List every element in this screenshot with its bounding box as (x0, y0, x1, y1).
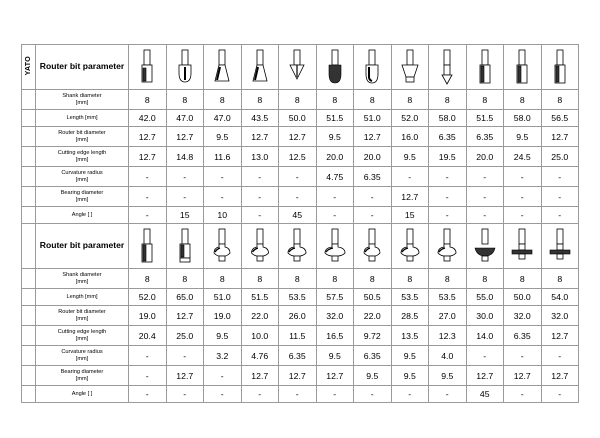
value-cell: 43.5 (241, 110, 279, 127)
flush-trim-bit-icon (174, 227, 196, 265)
round-nose-bit-icon (324, 48, 346, 86)
table-row (22, 187, 579, 207)
value-cell: 12.7 (129, 147, 167, 167)
value-cell: - (466, 346, 504, 366)
ogee-bearing-bit-icon (211, 227, 233, 265)
value-cell: 53.5 (391, 289, 429, 306)
value-cell: - (166, 167, 204, 187)
bit-icon-cell (241, 224, 279, 269)
value-cell: - (166, 346, 204, 366)
bit-icon-cell (429, 45, 467, 90)
value-cell: 26.0 (279, 306, 317, 326)
value-cell: - (129, 386, 167, 403)
value-cell: 19.5 (429, 147, 467, 167)
value-cell: - (129, 366, 167, 386)
value-cell: 14.0 (466, 326, 504, 346)
bit-icon-cell (166, 224, 204, 269)
value-cell: - (429, 167, 467, 187)
value-cell: 12.7 (541, 366, 579, 386)
straight-bit-icon (549, 48, 571, 86)
table-row (22, 289, 579, 306)
brand-cell (22, 45, 36, 90)
brand-cell-empty (22, 346, 36, 366)
bit-icon-cell (354, 224, 392, 269)
value-cell: 8 (541, 269, 579, 289)
brand-cell-empty (22, 306, 36, 326)
value-cell: 8 (204, 90, 242, 110)
value-cell: 16.5 (316, 326, 354, 346)
straight-flute-bit-icon (136, 48, 158, 86)
cove-bearing-bit-icon (286, 227, 308, 265)
row-label (36, 147, 129, 167)
row-label-text: Angle [ ] (71, 390, 93, 397)
value-cell: - (541, 187, 579, 207)
value-cell: - (541, 207, 579, 224)
row-label-text: Length [mm] (66, 114, 98, 121)
value-cell: 19.0 (129, 306, 167, 326)
row-label (36, 366, 129, 386)
value-cell: 11.6 (204, 147, 242, 167)
slot-cutter-bit-icon (549, 227, 571, 265)
row-unit-text: [mm] (75, 99, 89, 106)
value-cell: - (316, 207, 354, 224)
value-cell: 55.0 (466, 289, 504, 306)
value-cell: 8 (129, 269, 167, 289)
value-cell: 52.0 (391, 110, 429, 127)
value-cell: 28.5 (391, 306, 429, 326)
value-cell: 9.5 (316, 127, 354, 147)
bit-icon-cell (279, 45, 317, 90)
value-cell: - (541, 346, 579, 366)
beading-bearing-bit-icon (361, 227, 383, 265)
value-cell: - (504, 187, 542, 207)
icon-row (22, 45, 579, 90)
value-cell: 32.0 (504, 306, 542, 326)
value-cell: 14.8 (166, 147, 204, 167)
value-cell: 4.76 (241, 346, 279, 366)
value-cell: 8 (279, 90, 317, 110)
brand-name: YATO (25, 56, 32, 76)
value-cell: - (241, 167, 279, 187)
bit-icon-cell (466, 45, 504, 90)
table-row (22, 346, 579, 366)
brand-cell-empty (22, 147, 36, 167)
value-cell: 9.5 (316, 346, 354, 366)
value-cell: - (354, 187, 392, 207)
value-cell: 6.35 (354, 346, 392, 366)
table-row (22, 386, 579, 403)
table-row (22, 269, 579, 289)
table-row (22, 110, 579, 127)
ogee-fillet-bearing-bit-icon (436, 227, 458, 265)
value-cell: 9.5 (504, 127, 542, 147)
value-cell: 53.5 (429, 289, 467, 306)
value-cell: 9.5 (391, 147, 429, 167)
bit-icon-cell (466, 224, 504, 269)
value-cell: 12.7 (391, 187, 429, 207)
value-cell: 8 (429, 90, 467, 110)
value-cell: 20.0 (354, 147, 392, 167)
brand-cell-empty (22, 187, 36, 207)
value-cell: 8 (354, 269, 392, 289)
bit-icon-cell (316, 224, 354, 269)
value-cell: - (129, 167, 167, 187)
value-cell: 13.0 (241, 147, 279, 167)
bit-icon-cell (429, 224, 467, 269)
row-label (36, 386, 129, 403)
value-cell: - (129, 207, 167, 224)
router-bit-spec-table (21, 44, 579, 403)
bit-icon-cell (316, 45, 354, 90)
chamfer-bearing-bit-icon (399, 48, 421, 86)
row-unit-text: [mm] (75, 196, 89, 203)
value-cell: - (466, 207, 504, 224)
value-cell: - (241, 386, 279, 403)
row-unit-text: [mm] (75, 136, 89, 143)
value-cell: 6.35 (429, 127, 467, 147)
value-cell: 3.2 (204, 346, 242, 366)
row-label (36, 289, 129, 306)
row-label (36, 127, 129, 147)
value-cell: 12.7 (241, 127, 279, 147)
bit-icon-cell (354, 45, 392, 90)
row-label (36, 346, 129, 366)
value-cell: 20.0 (466, 147, 504, 167)
value-cell: 8 (166, 90, 204, 110)
brand-cell-empty (22, 110, 36, 127)
value-cell: 12.3 (429, 326, 467, 346)
bit-icon-cell (541, 45, 579, 90)
value-cell: - (354, 207, 392, 224)
spec-sheet (21, 44, 578, 403)
brand-cell-empty (22, 386, 36, 403)
value-cell: 19.0 (204, 306, 242, 326)
value-cell: - (354, 386, 392, 403)
value-cell: 32.0 (541, 306, 579, 326)
value-cell: - (129, 187, 167, 207)
value-cell: 11.5 (279, 326, 317, 346)
brand-cell-empty (22, 289, 36, 306)
bit-icon-cell (541, 224, 579, 269)
value-cell: 65.0 (166, 289, 204, 306)
row-label-text: Curvature radius (61, 349, 103, 356)
value-cell: - (279, 386, 317, 403)
value-cell: - (204, 187, 242, 207)
value-cell: 6.35 (354, 167, 392, 187)
table-row (22, 147, 579, 167)
bit-icon-cell (241, 45, 279, 90)
value-cell: 16.0 (391, 127, 429, 147)
value-cell: 51.5 (241, 289, 279, 306)
row-label-text: Shank diameter (62, 272, 102, 279)
value-cell: 8 (504, 90, 542, 110)
table-row (22, 326, 579, 346)
value-cell: - (166, 187, 204, 207)
value-cell: 8 (129, 90, 167, 110)
keyhole-bit-icon (436, 48, 458, 86)
value-cell: - (241, 207, 279, 224)
value-cell: 8 (391, 269, 429, 289)
value-cell: 54.0 (541, 289, 579, 306)
value-cell: 22.0 (241, 306, 279, 326)
value-cell: 8 (241, 269, 279, 289)
value-cell: - (504, 207, 542, 224)
value-cell: 32.0 (316, 306, 354, 326)
value-cell: 9.5 (429, 366, 467, 386)
value-cell: 58.0 (429, 110, 467, 127)
row-label (36, 110, 129, 127)
bit-icon-cell (129, 224, 167, 269)
value-cell: 53.5 (279, 289, 317, 306)
table-row (22, 207, 579, 224)
v-groove-bit-icon (286, 48, 308, 86)
row-label-text: Router bit diameter (58, 130, 106, 137)
bit-icon-cell (204, 45, 242, 90)
value-cell: 25.0 (166, 326, 204, 346)
value-cell: - (466, 187, 504, 207)
value-cell: 4.75 (316, 167, 354, 187)
value-cell: - (429, 187, 467, 207)
bit-icon-cell (279, 224, 317, 269)
value-cell: 9.5 (391, 366, 429, 386)
value-cell: 9.5 (391, 346, 429, 366)
value-cell: - (391, 386, 429, 403)
bit-icon-cell (129, 45, 167, 90)
brand-cell-empty (22, 224, 36, 269)
row-unit-text: [mm] (75, 335, 89, 342)
slot-cutter-bit-icon (511, 227, 533, 265)
value-cell: 20.4 (129, 326, 167, 346)
value-cell: 24.5 (504, 147, 542, 167)
dovetail-bit-icon (211, 48, 233, 86)
row-unit-text: [mm] (75, 375, 89, 382)
brand-cell-empty (22, 207, 36, 224)
row-label (36, 187, 129, 207)
value-cell: 47.0 (204, 110, 242, 127)
value-cell: 10 (204, 207, 242, 224)
row-label-text: Angle [ ] (71, 211, 93, 218)
value-cell: - (504, 167, 542, 187)
straight-bit-icon (511, 48, 533, 86)
row-label-text: Bearing diameter (60, 190, 104, 197)
straight-bit-icon (136, 227, 158, 265)
row-unit-text: [mm] (75, 156, 89, 163)
row-label-text: Router bit diameter (58, 309, 106, 316)
value-cell: 12.7 (279, 366, 317, 386)
value-cell: - (391, 167, 429, 187)
value-cell: 12.7 (129, 127, 167, 147)
value-cell: 50.0 (504, 289, 542, 306)
value-cell: 51.0 (204, 289, 242, 306)
value-cell: - (279, 187, 317, 207)
bit-icon-cell (166, 45, 204, 90)
value-cell: 20.0 (316, 147, 354, 167)
row-label-text: Length [mm] (66, 293, 98, 300)
value-cell: 45 (466, 386, 504, 403)
value-cell: 8 (354, 90, 392, 110)
row-label-text: Curvature radius (61, 170, 103, 177)
value-cell: - (316, 187, 354, 207)
brand-cell-empty (22, 326, 36, 346)
value-cell: 9.5 (204, 127, 242, 147)
value-cell: - (204, 167, 242, 187)
row-unit-text: [mm] (75, 176, 89, 183)
row-label (36, 90, 129, 110)
value-cell: 12.7 (541, 326, 579, 346)
row-label (36, 306, 129, 326)
row-label-text: Bearing diameter (60, 369, 104, 376)
value-cell: 12.7 (354, 127, 392, 147)
yato-logo (22, 50, 36, 90)
value-cell: 8 (541, 90, 579, 110)
table-row (22, 167, 579, 187)
icon-row (22, 224, 579, 269)
value-cell: 52.0 (129, 289, 167, 306)
value-cell: 25.0 (541, 147, 579, 167)
value-cell: 6.35 (466, 127, 504, 147)
value-cell: 4.0 (429, 346, 467, 366)
value-cell: - (429, 386, 467, 403)
value-cell: - (541, 386, 579, 403)
value-cell: 6.35 (279, 346, 317, 366)
value-cell: - (504, 346, 542, 366)
value-cell: 8 (279, 269, 317, 289)
value-cell: 56.5 (541, 110, 579, 127)
bit-icon-cell (391, 224, 429, 269)
value-cell: 8 (204, 269, 242, 289)
value-cell: - (466, 167, 504, 187)
row-label-text: Cutting edge length (57, 329, 107, 336)
row-label (36, 269, 129, 289)
value-cell: 8 (466, 90, 504, 110)
row-label (36, 167, 129, 187)
parameter-header: Router bit parameter (36, 45, 129, 90)
value-cell: 12.7 (316, 366, 354, 386)
value-cell: 9.5 (204, 326, 242, 346)
value-cell: 8 (316, 269, 354, 289)
table-row (22, 366, 579, 386)
value-cell: 12.7 (279, 127, 317, 147)
value-cell: 30.0 (466, 306, 504, 326)
value-cell: 8 (466, 269, 504, 289)
core-box-bit-icon (174, 48, 196, 86)
cove-box-bit-icon (361, 48, 383, 86)
roundover-bearing-bit-icon (249, 227, 271, 265)
value-cell: 51.0 (354, 110, 392, 127)
value-cell: 51.5 (466, 110, 504, 127)
value-cell: 8 (391, 90, 429, 110)
value-cell: - (504, 386, 542, 403)
table-row (22, 127, 579, 147)
value-cell: - (541, 167, 579, 187)
rabbeting-bearing-bit-icon (399, 227, 421, 265)
value-cell: 12.7 (504, 366, 542, 386)
brand-cell-empty (22, 167, 36, 187)
value-cell: 8 (504, 269, 542, 289)
value-cell: 12.7 (466, 366, 504, 386)
value-cell: 12.7 (166, 127, 204, 147)
value-cell: 47.0 (166, 110, 204, 127)
value-cell: - (129, 346, 167, 366)
value-cell: 8 (166, 269, 204, 289)
value-cell: 27.0 (429, 306, 467, 326)
row-label (36, 207, 129, 224)
row-unit-text: [mm] (75, 278, 89, 285)
table-row (22, 306, 579, 326)
value-cell: 22.0 (354, 306, 392, 326)
row-label-text: Cutting edge length (57, 150, 107, 157)
value-cell: 8 (316, 90, 354, 110)
row-label (36, 326, 129, 346)
straight-bit-icon (474, 48, 496, 86)
value-cell: 6.35 (504, 326, 542, 346)
value-cell: 50.5 (354, 289, 392, 306)
value-cell: 8 (429, 269, 467, 289)
value-cell: 12.7 (241, 366, 279, 386)
value-cell: 58.0 (504, 110, 542, 127)
value-cell: - (429, 207, 467, 224)
value-cell: - (316, 386, 354, 403)
value-cell: 12.7 (166, 306, 204, 326)
brand-cell-empty (22, 127, 36, 147)
value-cell: 51.5 (316, 110, 354, 127)
value-cell: 12.7 (541, 127, 579, 147)
value-cell: - (241, 187, 279, 207)
value-cell: 9.5 (354, 366, 392, 386)
value-cell: - (166, 386, 204, 403)
value-cell: 13.5 (391, 326, 429, 346)
value-cell: 50.0 (279, 110, 317, 127)
table-row (22, 90, 579, 110)
parameter-header: Router bit parameter (36, 224, 129, 269)
brand-cell-empty (22, 269, 36, 289)
value-cell: - (204, 366, 242, 386)
roman-ogee-bearing-bit-icon (324, 227, 346, 265)
row-label-text: Shank diameter (62, 93, 102, 100)
value-cell: - (204, 386, 242, 403)
value-cell: 42.0 (129, 110, 167, 127)
bit-icon-cell (204, 224, 242, 269)
dovetail-bit-icon (249, 48, 271, 86)
value-cell: 45 (279, 207, 317, 224)
value-cell: - (279, 167, 317, 187)
value-cell: 57.5 (316, 289, 354, 306)
brand-cell-empty (22, 366, 36, 386)
bit-icon-cell (504, 224, 542, 269)
value-cell: 10.0 (241, 326, 279, 346)
row-unit-text: [mm] (75, 315, 89, 322)
value-cell: 15 (166, 207, 204, 224)
bit-icon-cell (391, 45, 429, 90)
row-unit-text: [mm] (75, 355, 89, 362)
brand-cell-empty (22, 90, 36, 110)
bowl-bearing-bit-icon (474, 227, 496, 265)
value-cell: 8 (241, 90, 279, 110)
value-cell: 12.5 (279, 147, 317, 167)
bit-icon-cell (504, 45, 542, 90)
value-cell: 12.7 (166, 366, 204, 386)
value-cell: 9.72 (354, 326, 392, 346)
value-cell: 15 (391, 207, 429, 224)
